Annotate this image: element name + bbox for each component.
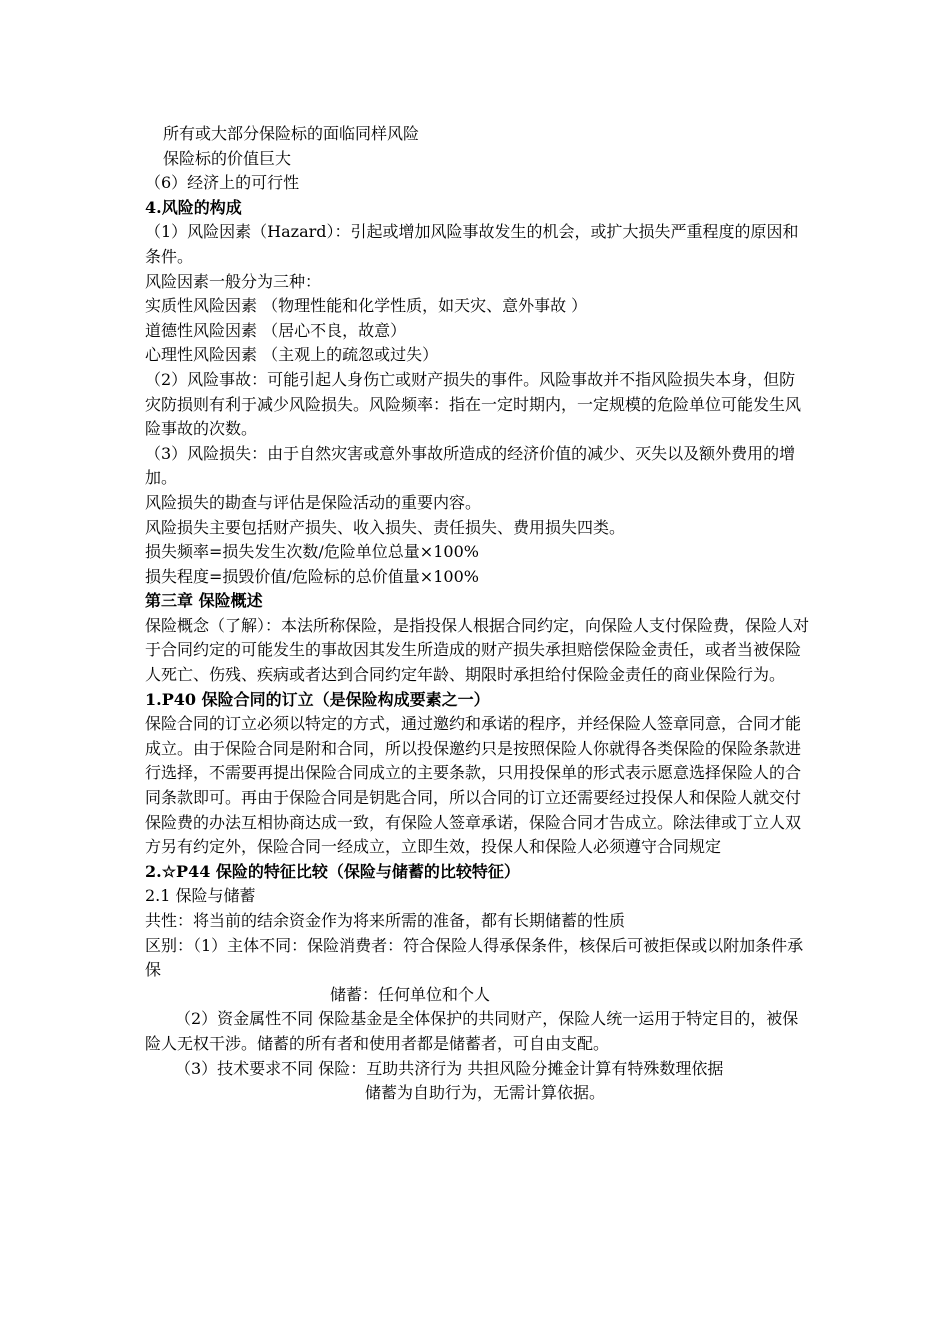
text-line: （6）经济上的可行性 <box>145 173 300 193</box>
formula-line: 损失程度=损毁价值/危险标的总价值量×100% <box>145 566 479 586</box>
text-line: 风险损失主要包括财产损失、收入损失、责任损失、费用损失四类。 <box>145 517 626 537</box>
chapter-heading: 第三章 保险概述 <box>145 591 263 611</box>
text-line: 道德性风险因素 （居心不良，故意） <box>145 320 407 340</box>
text-line: 所有或大部分保险标的面临同样风险 <box>163 124 420 143</box>
text-line: 储蓄为自助行为，无需计算依据。 <box>365 1083 606 1103</box>
text-line: 风险损失的勘查与评估是保险活动的重要内容。 <box>145 492 482 512</box>
text-line: 储蓄：任何单位和个人 <box>330 984 491 1004</box>
formula-line: 损失频率=损失发生次数/危险单位总量×100% <box>145 542 479 562</box>
text-line: 共性：将当前的结余资金作为将来所需的准备，都有长期储蓄的性质 <box>145 911 626 930</box>
paragraph: （3）风险损失：由于自然灾害或意外事故所造成的经济价值的减少、灭失以及额外费用的增加。 <box>145 443 796 488</box>
paragraph: 保险合同的订立必须以特定的方式，通过邀约和承诺的程序，并经保险人签章同意，合同才能成立。由于保险合同是附和合同，所以投保邀约只是按照保险人你就得各类保险的保险条款进行选择，不需要再提出保险合同成立的主要条款，只用投保单的形式表示愿意选择保险人的合同条款即可。再由于保险合同是钥匙合同，所以合同的订立还需要经过投保人和保险人就交付保险费的办法互相协商达成一致，有保险人签章承诺，保险合同才告成立。除法律或丁立人双方另有约定外，保险合同一经成立，立即生效，投保人和保险人必须遵守合同规定 <box>145 714 802 857</box>
text-line: 实质性风险因素 （物理性能和化学性质，如天灾、意外事故 ） <box>145 296 588 316</box>
text-line: 风险因素一般分为三种： <box>145 271 322 291</box>
paragraph: （2）资金属性不同 保险基金是全体保护的共同财产，保险人统一运用于特定目的，被保险人无权干涉。储蓄的所有者和使用者都是储蓄者，可自由支配。 <box>145 1009 799 1053</box>
section-heading: 1.P40 保险合同的订立（是保险构成要素之一） <box>145 689 490 709</box>
paragraph: （1）风险因素（Hazard）：引起或增加风险事故发生的机会，或扩大损失严重程度的原因和条件。 <box>145 222 799 266</box>
document-page <box>145 122 810 1106</box>
subsection-heading: 2.1 保险与储蓄 <box>145 886 256 906</box>
section-heading: 2.☆P44 保险的特征比较（保险与储蓄的比较特征） <box>145 861 520 881</box>
paragraph: （2）风险事故：可能引起人身伤亡或财产损失的事件。风险事故并不指风险损失本身，但防灾防损则有利于减少风险损失。风险频率：指在一定时期内，一定规模的危险单位可能发生风险事故的次数。 <box>145 369 802 439</box>
text-line: 保险标的价值巨大 <box>163 148 292 168</box>
text-line: 心理性风险因素 （主观上的疏忽或过失） <box>145 345 439 365</box>
paragraph: 区别：（1）主体不同：保险消费者：符合保险人得承保条件，核保后可被拒保或以附加条件承保 <box>145 935 804 980</box>
paragraph: （3）技术要求不同 保险：互助共济行为 共担风险分摊金计算有特殊数理依据 <box>175 1058 724 1078</box>
section-heading: 4.风险的构成 <box>145 197 242 217</box>
paragraph: 保险概念（了解）：本法所称保险，是指投保人根据合同约定，向保险人支付保险费，保险人对于合同约定的可能发生的事故因其发生所造成的财产损失承担赔偿保险金责任，或者当被保险人死亡、伤残、疾病或者达到合同约定年龄、期限时承担给付保险金责任的商业保险行为。 <box>145 615 810 685</box>
